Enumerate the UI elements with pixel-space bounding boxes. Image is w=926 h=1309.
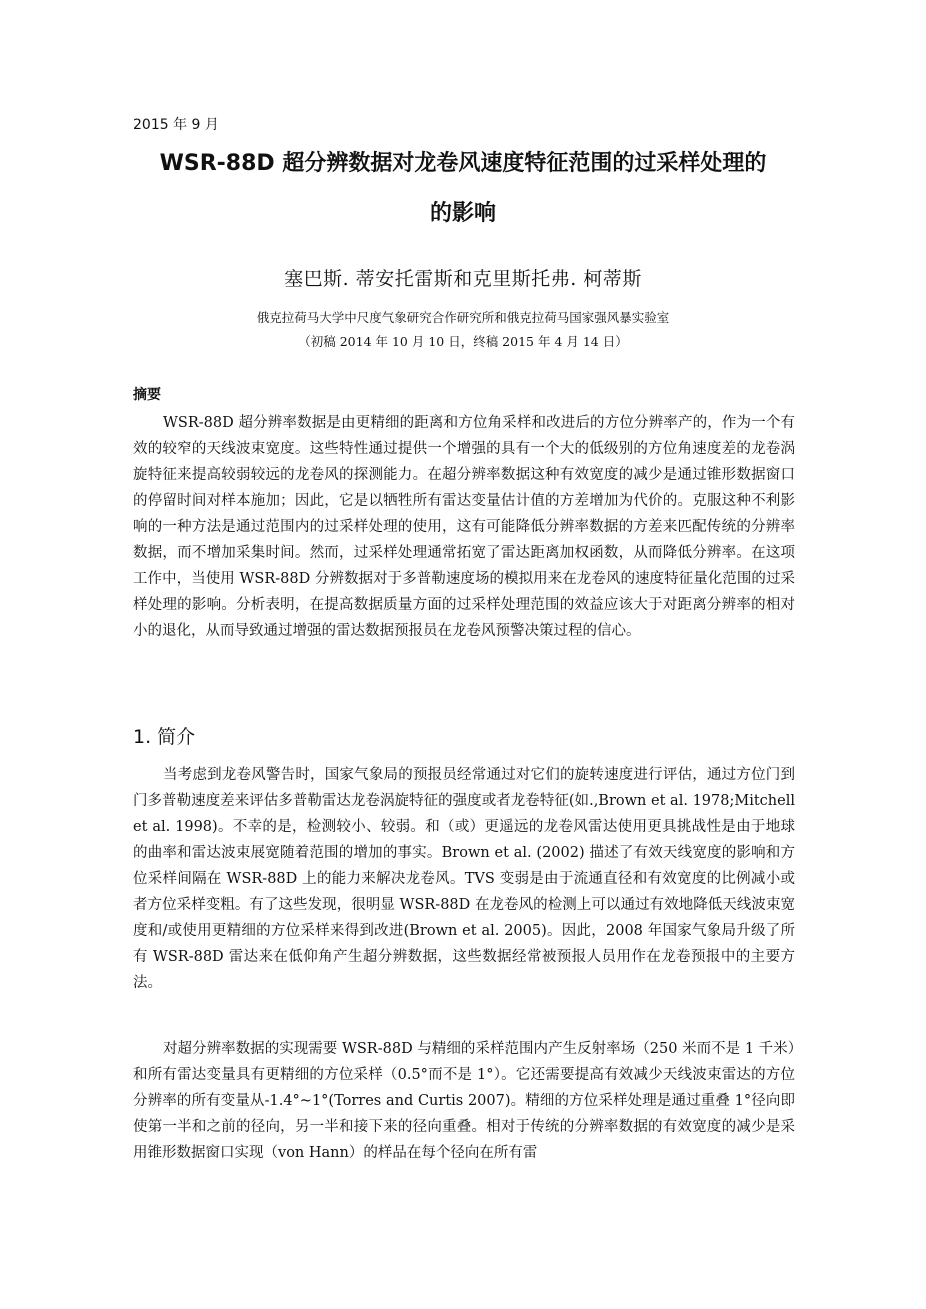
abstract-heading: 摘要 xyxy=(133,387,161,403)
abstract-body: WSR-88D 超分辨率数据是由更精细的距离和方位角采样和改进后的方位分辨率产的，作为一个有效的较窄的天线波束宽度。这些特性通过提供一个增强的具有一个大的低级别的方位角速度差的龙卷涡旋特征来提高较弱较远的龙卷风的探测能力。在超分辨率数据这种有效宽度的减少是通过锥形数据窗口的停留时间对样本施加；因此，它是以牺牲所有雷达变量估计值的方差增加为代价的。克服这种不利影响的一种方法是通过范围内的过采样处理的使用，这有可能降低分辨率数据的方差来匹配传统的分辨率数据，而不增加采集时间。然而，过采样处理通常拓宽了雷达距离加权函数，从而降低分辨率。在这项工作中，当使用 WSR-88D 分辨数据对于多普勒速度场的模拟用来在龙卷风的速度特征量化范围的过采样处理的影响。分析表明，在提高数据质量方面的过采样处理范围的效益应该大于对距离分辨率的相对小的退化，从而导致通过增强的雷达数据预报员在龙卷风预警决策过程的信心。 xyxy=(133,415,795,639)
authors: 塞巴斯. 蒂安托雷斯和克里斯托弗. 柯蒂斯 xyxy=(284,268,642,290)
paper-title-line-2: 的影响 xyxy=(429,201,496,226)
publication-date: 2015 年 9 月 xyxy=(133,117,219,133)
affiliation: 俄克拉荷马大学中尺度气象研究合作研究所和俄克拉荷马国家强风暴实验室 xyxy=(256,310,670,325)
paper-title-line-1: WSR-88D 超分辨数据对龙卷风速度特征范围的过采样处理的 xyxy=(159,151,767,176)
introduction-paragraph-2: 对超分辨率数据的实现需要 WSR-88D 与精细的采样范围内产生反射率场（250 米而不是 1 千米）和所有雷达变量具有更精细的方位采样（0.5°而不是 1°）。它还需要提高有效减少天线波束雷达的方位分辨率的所有变量从-1.4°~1°(Torres and Curtis 2007)。精细的方位采样处理是通过重叠 1°径向即使第一半和之前的径向，另一半和接下来的径向重叠。相对于传统的分辨率数据的有效宽度的减少是采用锥形数据窗口实现（von Hann）的样品在每个径向在所有雷 xyxy=(133,1041,795,1161)
introduction-heading: 1. 简介 xyxy=(133,726,196,748)
manuscript-dates: （初稿 2014 年 10 月 10 日，终稿 2015 年 4 月 14 日） xyxy=(298,334,628,349)
introduction-paragraph-1: 当考虑到龙卷风警告时，国家气象局的预报员经常通过对它们的旋转速度进行评估，通过方位门到门多普勒速度差来评估多普勒雷达龙卷涡旋特征的强度或者龙卷特征(如.,Brown et al. 1978;Mitchell et al. 1998)。不幸的是，检测较小、较弱。和（或）更遥远的龙卷风雷达使用更具挑战性是由于地球的曲率和雷达波束展宽随着范围的增加的事实。Brown et al. (2002) 描述了有效天线宽度的影响和方位采样间隔在 WSR-88D 上的能力来解决龙卷风。TVS 变弱是由于流通直径和有效宽度的比例减小或者方位采样变粗。有了这些发现，很明显 WSR-88D 在龙卷风的检测上可以通过有效地降低天线波束宽度和/或使用更精细的方位采样来得到改进(Brown et al. 2005)。因此，2008 年国家气象局升级了所有 WSR-88D 雷达来在低仰角产生超分辨数据，这些数据经常被预报人员用作在龙卷预报中的主要方法。 xyxy=(133,767,795,991)
